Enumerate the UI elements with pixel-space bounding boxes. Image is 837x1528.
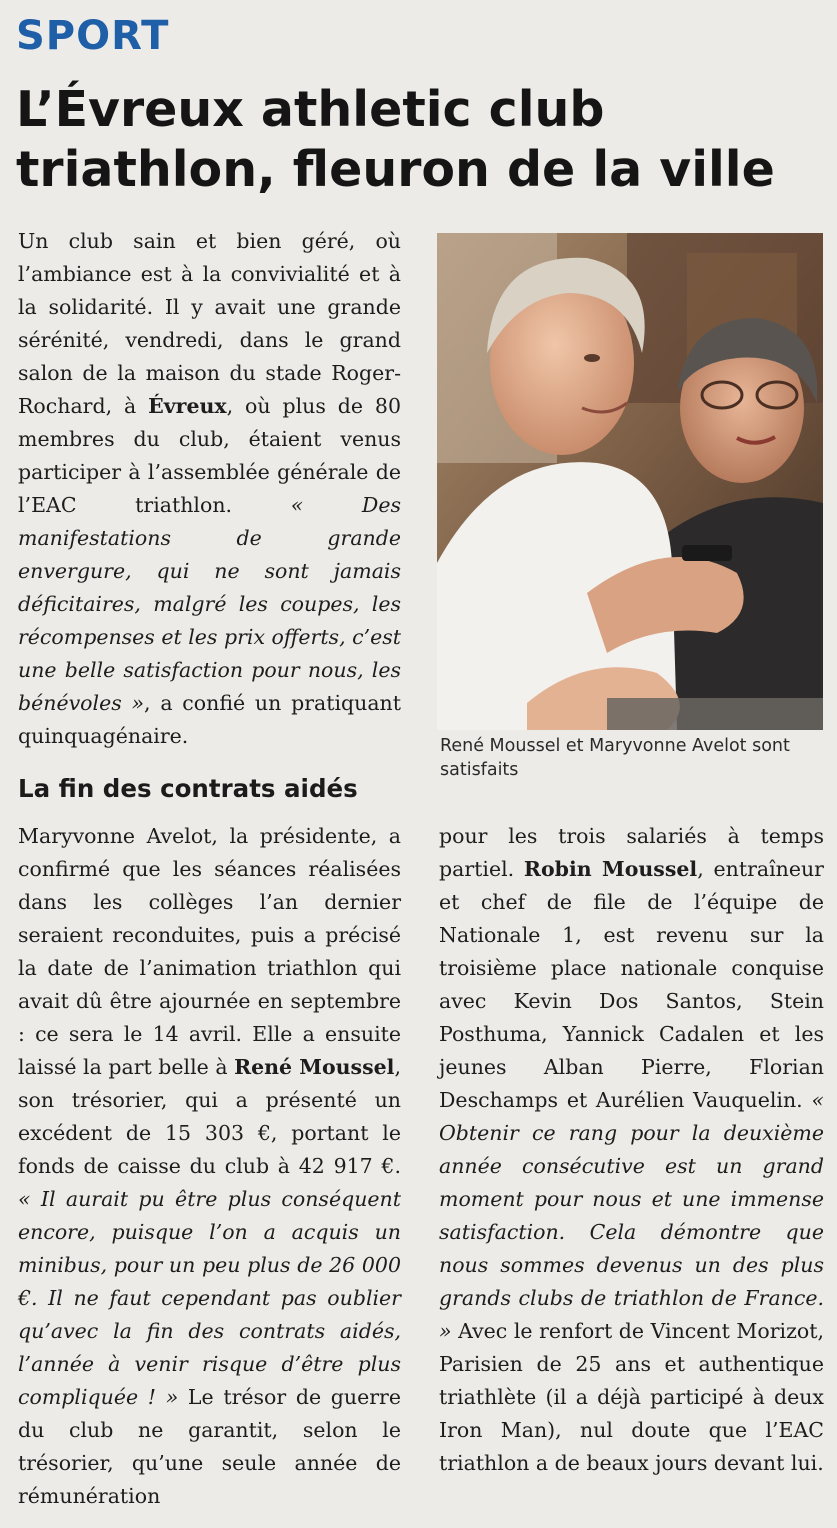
right-person-name: Robin Moussel bbox=[523, 857, 698, 881]
section-rubric: SPORT bbox=[16, 13, 170, 59]
intro-text-2: , où plus de 80 membres du club, étaient venus participer à l’assemblée générale de l’EAC triathlon. bbox=[18, 394, 401, 517]
body-column-right bbox=[439, 820, 824, 1480]
left-person-name: René Moussel bbox=[234, 1055, 395, 1079]
left-text-2: , son trésorier, qui a présenté un excédent de 15 303 €, portant le fonds de caisse du club à 42 917 €. bbox=[18, 1055, 401, 1178]
right-text-3: Avec le renfort de Vincent Morizot, Parisien de 25 ans et authentique triathlète (il a déjà participé à deux Iron Man), nul doute que l’EAC triathlon a de beaux jours devant lui. bbox=[439, 1319, 824, 1475]
right-text-1: pour les trois salariés à temps partiel. bbox=[439, 824, 824, 881]
left-quote: « Il aurait pu être plus conséquent encore, puisque l’on a acquis un minibus, pour un peu plus de 26 000 €. Il ne faut cependant pas oublier qu’avec la fin des contrats aidés, l’année à venir risque d’être plus compliquée ! » bbox=[18, 1187, 401, 1409]
intro-text-3: , a confié un pratiquant quinquagénaire. bbox=[18, 691, 401, 748]
right-quote: « Obtenir ce rang pour la deuxième année consécutive est un grand moment pour nous et une immense satisfaction. Cela démontre que nous sommes devenus un des plus grands clubs de triathlon de France. » bbox=[439, 1088, 824, 1343]
photo-illustration bbox=[437, 233, 823, 730]
body-column-left bbox=[18, 820, 401, 1513]
intro-paragraph bbox=[18, 225, 401, 753]
intro-text-1: Un club sain et bien géré, où l’ambiance est à la convivialité et à la solidarité. Il y avait une grande sérénité, vendredi, dans le grand salon de la maison du stade Roger-Rochard, à bbox=[18, 229, 401, 418]
article-headline: L’Évreux athletic club triathlon, fleuron de la ville bbox=[16, 81, 775, 198]
left-text-3: Le trésor de guerre du club ne garantit, selon le trésorier, qu’une seule année de rémunération bbox=[18, 1385, 401, 1508]
intro-place-name: Évreux bbox=[148, 394, 227, 418]
photo-caption: René Moussel et Maryvonne Avelot sont satisfaits bbox=[440, 736, 790, 780]
left-text-1: Maryvonne Avelot, la présidente, a confirmé que les séances réalisées dans les collèges l’an dernier seraient reconduites, puis a précisé la date de l’animation triathlon qui avait dû être ajournée en septembre : ce sera le 14 avril. Elle a ensuite laissé la part belle à bbox=[18, 824, 401, 1079]
section-subheading: La fin des contrats aidés bbox=[18, 774, 358, 803]
intro-quote: « Des manifestations de grande envergure, qui ne sont jamais déficitaires, malgré les coupes, les récompenses et les prix offerts, c’est une belle satisfaction pour nous, les bénévoles » bbox=[18, 493, 402, 715]
right-text-2: , entraîneur et chef de file de l’équipe de Nationale 1, est revenu sur la troisième place nationale conquise avec Kevin Dos Santos, Stein Posthuma, Yannick Cadalen et les jeunes Alban Pierre, Florian Deschamps et Aurélien Vauquelin. bbox=[439, 857, 824, 1112]
article-photo bbox=[437, 233, 823, 730]
